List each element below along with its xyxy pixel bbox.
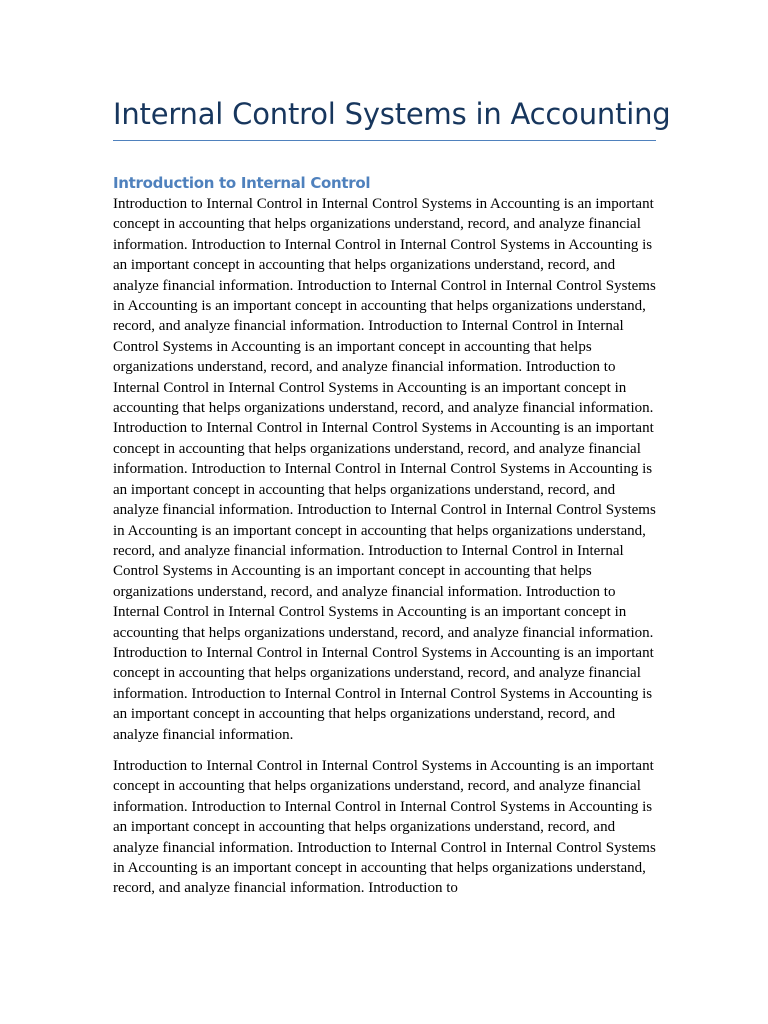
body-paragraph: Introduction to Internal Control in Internal Control Systems in Accounting is an important concept in accounting that helps organizations understand, record, and analyze financial information. Introduction to Internal Control in Internal Control Systems in Accounting is an important concept in accounting that helps organizations understand, record, and analyze financial information. Introduction to Internal Control in Internal Control Systems in Accounting is an important concept in accounting that helps organizations understand, record, and analyze financial information. Introduction to	[113, 757, 656, 897]
section-heading: Introduction to Internal Control	[113, 174, 371, 192]
body-paragraph: Introduction to Internal Control in Internal Control Systems in Accounting is an important concept in accounting that helps organizations understand, record, and analyze financial information. Introduction to Internal Control in Internal Control Systems in Accounting is an important concept in accounting that helps organizations understand, record, and analyze financial information. Introduction to Internal Control in Internal Control Systems in Accounting is an important concept in accounting that helps organizations understand, record, and analyze financial information. Introduction to Internal Control in Internal Control Systems in Accounting is an important concept in accounting that helps organizations understand, record, and analyze financial information. Introduction to Internal Control in Internal Control Systems in Accounting is an important concept in accounting that helps organizations understand, record, and analyze financial information. Introduction to Internal Control in Internal Control Systems in Accounting is an important concept in accounting that helps organizations understand, record, and analyze financial information. Introduction to Internal Control in Internal Control Systems in Accounting is an important concept in accounting that helps organizations understand, record, and analyze financial information. Introduction to Internal Control in Internal Control Systems in Accounting is an important concept in accounting that helps organizations understand, record, and analyze financial information. Introduction to Internal Control in Internal Control Systems in Accounting is an important concept in accounting that helps organizations understand, record, and analyze financial information. Introduction to Internal Control in Internal Control Systems in Accounting is an important concept in accounting that helps organizations understand, record, and analyze financial information. Introduction to Internal Control in Internal Control Systems in Accounting is an important concept in accounting that helps organizations understand, record, and analyze financial information. Introduction to Internal Control in Internal Control Systems in Accounting is an important concept in accounting that helps organizations understand, record, and analyze financial information.	[113, 196, 656, 743]
section-introduction	[113, 173, 656, 899]
title-divider	[113, 140, 656, 141]
document-page	[113, 0, 671, 899]
document-title: Internal Control Systems in Accounting	[113, 97, 671, 131]
